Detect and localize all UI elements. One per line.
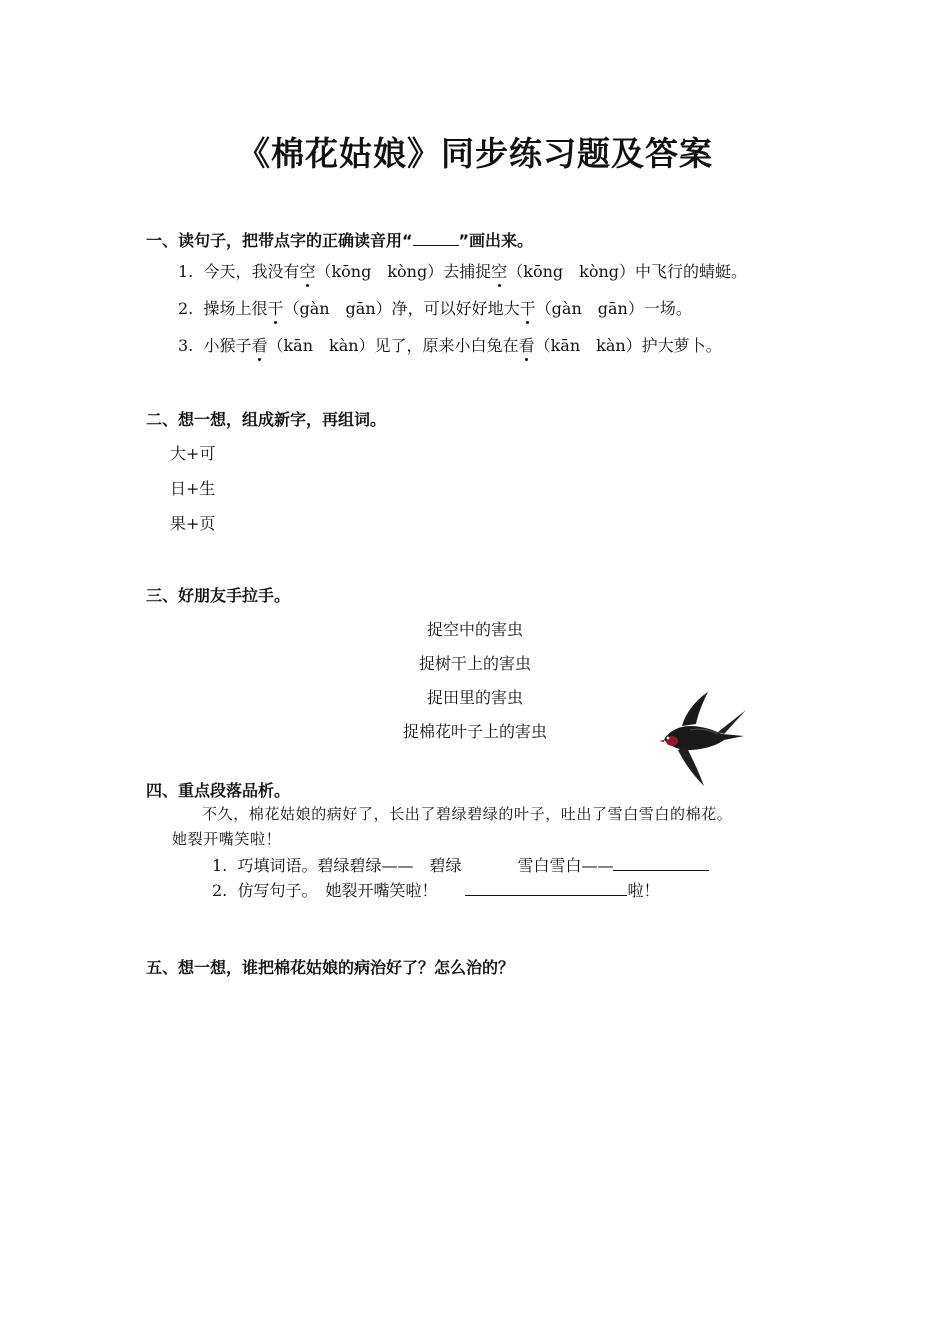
answer-blank[interactable] [613,869,709,871]
dotted-char: 空 [491,259,507,282]
passage-line-1: 不久，棉花姑娘的病好了，长出了碧绿碧绿的叶子，吐出了雪白雪白的棉花。 [202,805,733,823]
section1-heading-after: ”画出来。 [458,231,534,250]
page-title: 《棉花姑娘》同步练习题及答案 [237,134,713,173]
item-text: （kōng kòng）去捕捉 [315,262,492,281]
item-text: （kān kàn）见了，原来小白兔在 [267,336,519,355]
swallow-tail-upper [718,710,746,734]
item-text: 操场上很 [203,299,268,318]
dotted-char: 空 [299,259,315,282]
compose-item-2: 日+生 [170,479,216,498]
swallow-eye [667,737,670,740]
section1-heading-before: 一、读句子，把带点字的正确读音用“ [146,231,413,250]
item-text: （gàn gān）一场。 [535,299,692,318]
item-number: 3. [178,336,194,355]
dotted-char: 看 [519,333,535,356]
section5-heading: 五、想一想，谁把棉花姑娘的病治好了？怎么治的？ [146,958,515,977]
section3-heading: 三、好朋友手拉手。 [146,586,291,605]
compose-item-1: 大+可 [170,444,216,463]
item-text: （kōng kòng）中飞行的蜻蜓。 [507,262,748,281]
section4-question-2 [212,878,659,901]
dotted-char: 干 [520,296,536,319]
section1-item-2 [178,296,692,319]
swallow-bird-icon [652,688,752,788]
match-item-3: 捉田里的害虫 [426,688,523,707]
section1-item-1 [178,259,747,282]
match-item-1: 捉空中的害虫 [426,620,523,639]
question-end: 啦！ [627,881,660,900]
item-text: （gàn gān）净，可以好好地大 [283,299,520,318]
question-text: 仿写句子。 她裂开嘴笑啦！ [237,881,438,900]
question-text: 巧填词语。碧绿碧绿—— 碧绿 [237,856,462,875]
section4-heading: 四、重点段落品析。 [146,781,291,800]
swallow-upper-wing [682,692,708,726]
item-number: 2. [178,299,194,318]
swallow-beak [659,740,664,742]
item-text: 小猴子 [203,336,252,355]
dotted-char: 干 [267,296,283,319]
match-item-2: 捉树干上的害虫 [418,654,531,673]
item-text: 今天，我没有 [203,262,300,281]
swallow-lower-wing [678,746,704,786]
swallow-svg [652,688,752,788]
question-number: 1. [212,856,228,875]
section1-heading [146,228,533,251]
item-text: （kān kàn）护大萝卜。 [534,336,722,355]
answer-blank[interactable] [465,894,627,896]
underline-sample [413,244,459,246]
match-item-4: 捉棉花叶子上的害虫 [402,722,547,741]
section4-question-1 [212,853,709,876]
section1-item-3 [178,333,722,356]
passage-line-2: 她裂开嘴笑啦！ [172,830,282,848]
question-number: 2. [212,881,228,900]
dotted-char: 看 [251,333,267,356]
item-number: 1. [178,262,194,281]
question-text-part2: 雪白雪白—— [517,856,614,875]
compose-item-3: 果+页 [170,514,216,533]
section2-heading: 二、想一想，组成新字，再组词。 [146,410,387,429]
